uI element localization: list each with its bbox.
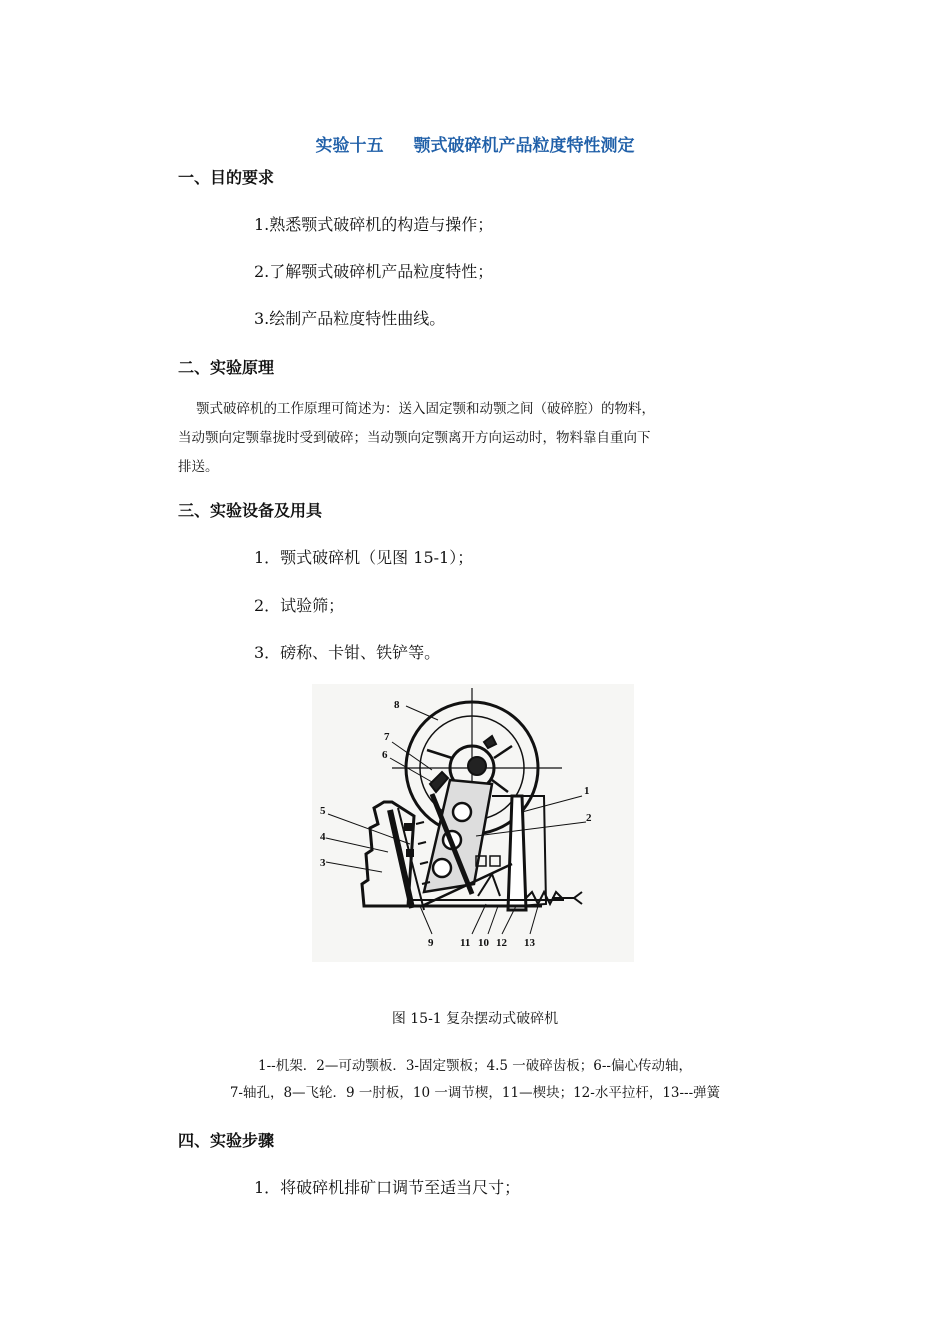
section-heading-2: 二、实验原理 — [178, 358, 275, 377]
page-title — [0, 131, 950, 156]
section-heading-1: 一、目的要求 — [178, 168, 275, 187]
callout-label: 10 — [478, 937, 489, 949]
callout-label: 8 — [394, 699, 400, 711]
callout-label: 2 — [586, 812, 592, 824]
title-text: 颚式破碎机产品粒度特性测定 — [413, 136, 635, 156]
callout-label: 6 — [382, 749, 388, 761]
callout-label: 4 — [320, 831, 326, 843]
paragraph-line: 排送。 — [178, 459, 219, 475]
callout-label: 7 — [384, 731, 390, 743]
list-item: 3．磅称、卡钳、铁铲等。 — [254, 643, 441, 662]
callout-label: 9 — [428, 937, 434, 949]
list-item: 1．颚式破碎机（见图 15-1）； — [254, 548, 474, 567]
figure-legend-line: 1--机架．2—可动颚板．3-固定颚板；4.5 一破碎齿板；6--偏心传动轴， — [258, 1058, 692, 1074]
list-item: 1．将破碎机排矿口调节至适当尺寸； — [254, 1178, 521, 1197]
callout-label: 5 — [320, 805, 326, 817]
jaw-crusher-diagram — [312, 684, 634, 962]
figure-legend-line: 7-轴孔，8—飞轮．9 一肘板，10 一调节楔，11—楔块；12-水平拉杆，13---弹簧 — [229, 1085, 721, 1101]
paragraph-line: 颚式破碎机的工作原理可简述为：送入固定颚和动颚之间（破碎腔）的物料， — [196, 401, 655, 417]
callout-label: 11 — [460, 937, 471, 949]
callout-label: 13 — [524, 937, 535, 949]
callout-label: 1 — [584, 785, 590, 797]
list-item: 1.熟悉颚式破碎机的构造与操作； — [254, 215, 494, 234]
callout-label: 12 — [496, 937, 507, 949]
paragraph-line: 当动颚向定颚靠拢时受到破碎；当动颚向定颚离开方向运动时，物料靠自重向下 — [178, 430, 651, 446]
callout-label: 3 — [320, 857, 326, 869]
list-item: 2.了解颚式破碎机产品粒度特性； — [254, 262, 494, 281]
figure-caption: 图 15-1 复杂摆动式破碎机 — [391, 1011, 559, 1027]
principle-paragraph — [178, 395, 778, 482]
list-item: 3.绘制产品粒度特性曲线。 — [254, 309, 446, 328]
section-heading-3: 三、实验设备及用具 — [178, 501, 323, 520]
title-number: 实验十五 — [315, 136, 384, 156]
section-heading-4: 四、实验步骤 — [178, 1131, 275, 1150]
list-item: 2．试验筛； — [254, 596, 345, 615]
